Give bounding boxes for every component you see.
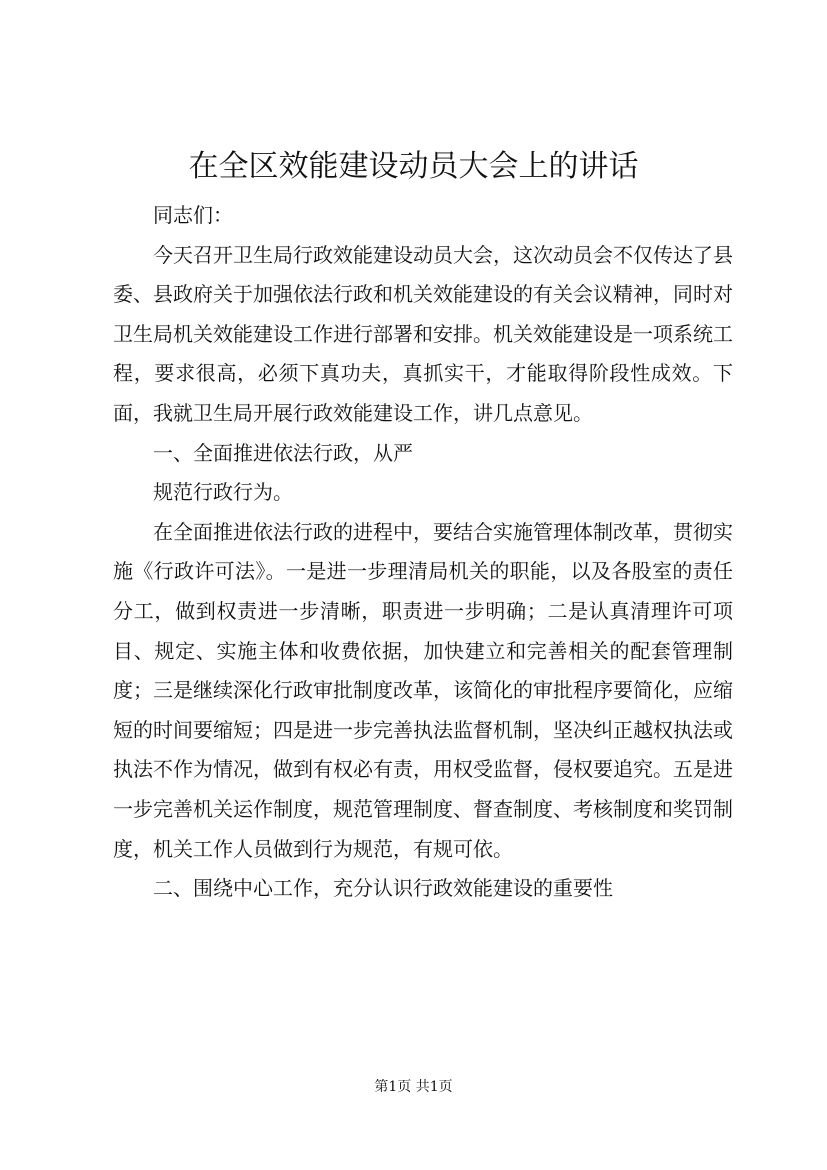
page-title: 在全区效能建设动员大会上的讲话 (188, 149, 639, 184)
page-footer: 第1页 共1页 (374, 1079, 453, 1095)
document-body (113, 196, 733, 909)
paragraph-intro: 今天召开卫生局行政效能建设动员大会，这次动员会不仅传达了县委、县政府关于加强依法行政和机关效能建设的有关会议精神，同时对卫生局机关效能建设工作进行部署和安排。机关效能建设是一项系统工程，要求很高，必须下真功夫，真抓实干，才能取得阶段性成效。下面，我就卫生局开展行政效能建设工作，讲几点意见。 (113, 242, 733, 425)
section-heading-2: 二、围绕中心工作，充分认识行政效能建设的重要性 (153, 876, 613, 901)
section-heading-1-continued: 规范行政行为。 (153, 480, 293, 505)
section-heading-1: 一、全面推进依法行政，从严 (153, 440, 413, 465)
salutation: 同志们： (153, 203, 233, 227)
paragraph-section-1: 在全面推进依法行政的进程中，要结合实施管理体制改革，贯彻实施《行政许可法》。一是进一步理清局机关的职能，以及各股室的责任分工，做到权责进一步清晰，职责进一步明确；二是认真清理许可项目、规定、实施主体和收费依据，加快建立和完善相关的配套管理制度；三是继续深化行政审批制度改革，该简化的审批程序要简化，应缩短的时间要缩短；四是进一步完善执法监督机制，坚决纠正越权执法或执法不作为情况，做到有权必有责，用权受监督，侵权要追究。五是进一步完善机关运作制度，规范管理制度、督查制度、考核制度和奖罚制度，机关工作人员做到行为规范，有规可依。 (113, 519, 733, 861)
